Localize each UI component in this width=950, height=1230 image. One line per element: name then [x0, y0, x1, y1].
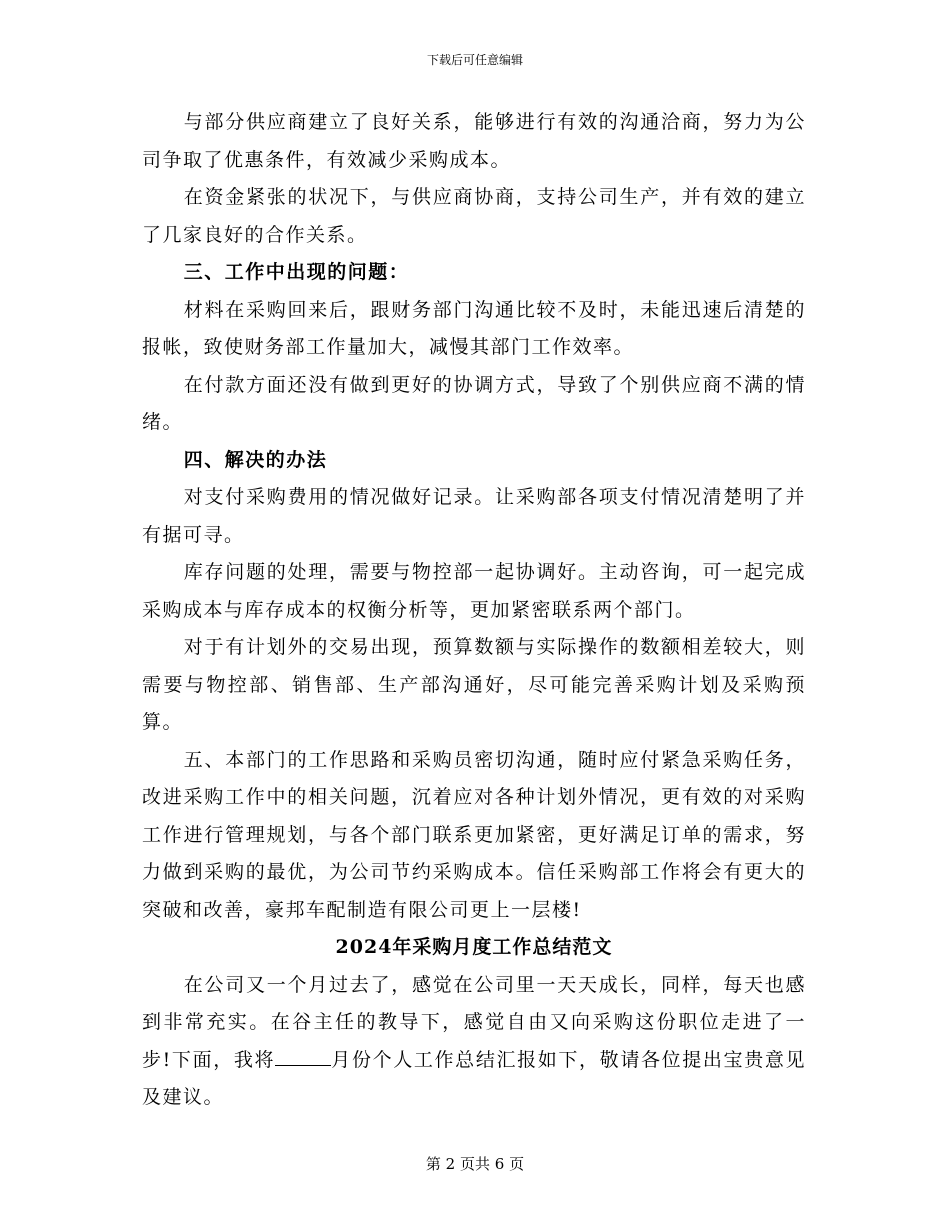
paragraph-records: 对支付采购费用的情况做好记录。让采购部各项支付情况清楚明了并有据可寻。: [142, 486, 806, 546]
paragraph-department-plan: 五、本部门的工作思路和采购员密切沟通，随时应付紧急采购任务，改进采购工作中的相关问题，沉着应对各种计划外情况，更有效的对采购工作进行管理规划，与各个部门联系更加紧密，更好满足订单的需求，努力做到采购的最优，为公司节约采购成本。信任采购部工作将会有更大的突破和改善，豪邦车配制造有限公司更上一层楼!: [142, 748, 806, 921]
blank-month-field: [275, 1047, 331, 1066]
paragraph-funding: 在资金紧张的状况下，与供应商协商，支持公司生产，并有效的建立了几家良好的合作关系。: [142, 186, 806, 246]
paragraph-payment: 在付款方面还没有做到更好的协调方式，导致了个别供应商不满的情绪。: [142, 373, 806, 433]
paragraph-inventory: 库存问题的处理，需要与物控部一起协调好。主动咨询，可一起完成采购成本与库存成本的权衡分析等，更加紧密联系两个部门。: [142, 561, 806, 621]
intro-text-part1: 在公司又一个月过去了，感觉在公司里一天天成长，同样，每天也感到非常充实。在谷主任的教导下，感觉自由又向采购这份职位走进了一步!下面，我将: [142, 973, 806, 1071]
paragraph-unplanned: 对于有计划外的交易出现，预算数额与实际操作的数额相差较大，则需要与物控部、销售部、生产部沟通好，尽可能完善采购计划及采购预算。: [142, 636, 806, 733]
paragraph-monthly-intro: [142, 967, 806, 1117]
intro-text-part2: 月份个人工作总结汇报如下，敬请各位提出宝贵意见及建议。: [142, 1048, 806, 1108]
paragraph-finance-communication: 材料在采购回来后，跟财务部门沟通比较不及时，未能迅速后清楚的报帐，致使财务部工作量加大，减慢其部门工作效率。: [142, 298, 806, 358]
heading-problems: 三、工作中出现的问题：: [183, 261, 410, 283]
page-header: 下载后可任意编辑: [426, 53, 523, 67]
page-footer: 第 2 页共 6 页: [425, 1155, 525, 1173]
document-body: [142, 104, 806, 1117]
paragraph-suppliers: 与部分供应商建立了良好关系，能够进行有效的沟通洽商，努力为公司争取了优惠条件，有效减少采购成本。: [142, 111, 806, 171]
section-title: 2024年采购月度工作总结范文: [335, 936, 613, 958]
heading-solutions: 四、解决的办法: [183, 448, 328, 471]
